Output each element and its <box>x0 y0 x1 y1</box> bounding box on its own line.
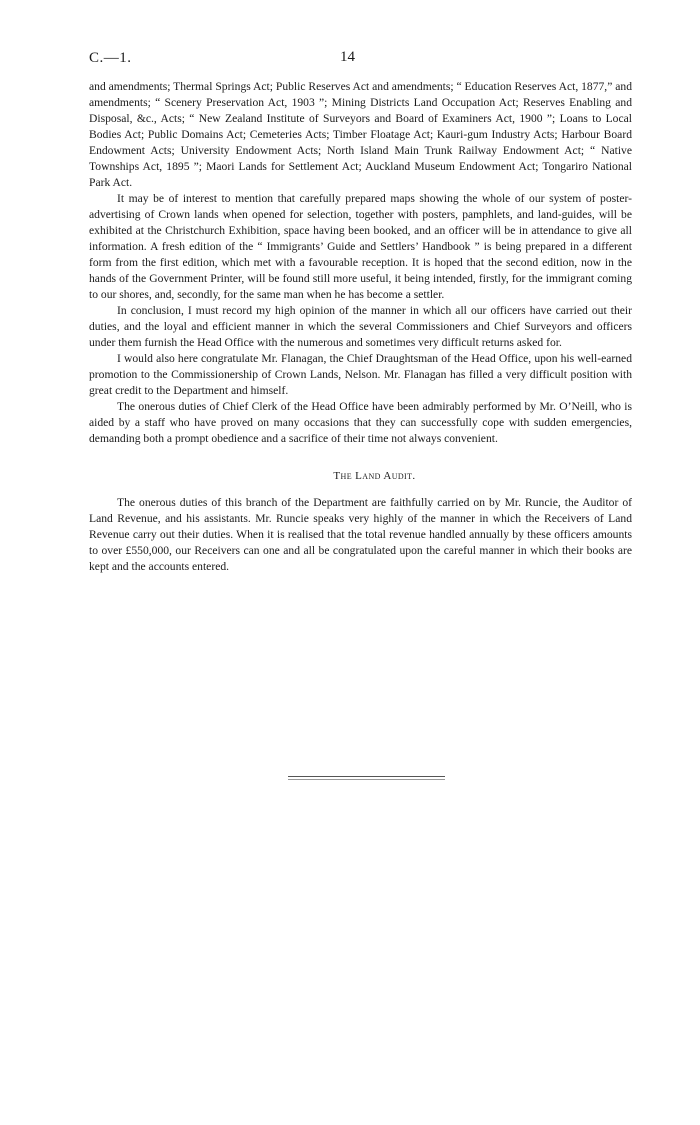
page-header-reference: C.—1. <box>89 50 132 66</box>
body-paragraph: and amendments; Thermal Springs Act; Public Reserves Act and amendments; “ Education Reserves Act, 1877,” and amendments; “ Scenery Preservation Act, 1903 ”; Mining Districts Land Occupation Act; Reserves Enabling and Disposal, &c., Acts; “ New Zealand Institute of Surveyors and Board of Examiners Act, 1900 ”; Loans to Local Bodies Act; Public Domains Act; Cemeteries Acts; Timber Floatage Act; Kauri-gum Industry Acts; Harbour Board Endowment Acts; University Endowment Acts; North Island Main Trunk Railway Endowment Act; “ Native Townships Act, 1895 ”; Maori Lands for Settlement Act; Auckland Museum Endowment Act; Tongariro National Park Act. <box>89 80 632 189</box>
body-paragraph: I would also here congratulate Mr. Flanagan, the Chief Draughtsman of the Head Office, upon his well-earned promotion to the Commissionership of Crown Lands, Nelson. Mr. Flanagan has filled a very difficult position with great credit to the Department and himself. <box>89 352 632 397</box>
closing-rule-secondary <box>288 779 445 780</box>
section-paragraph: The onerous duties of this branch of the Department are faithfully carried on by Mr. Runcie, the Auditor of Land Revenue, and his assistants. Mr. Runcie speaks very highly of the manner in which the Receivers of Land Revenue carry out their duties. When it is realised that the total revenue handled annually by these officers amounts to over £550,000, our Receivers can one and all be congratulated upon the careful manner in which their books are kept and the accounts entered. <box>89 496 632 573</box>
body-paragraph: In conclusion, I must record my high opinion of the manner in which all our officers have carried out their duties, and the loyal and efficient manner in which the several Commissioners and Chief Surveyors and officers under them furnish the Head Office with the numerous and sometimes very difficult returns asked for. <box>89 304 632 349</box>
closing-rule <box>288 776 445 777</box>
section-heading: The Land Audit. <box>333 470 416 482</box>
body-paragraph: The onerous duties of Chief Clerk of the Head Office have been admirably performed by Mr. O’Neill, who is aided by a staff who have proved on many occasions that they can successfully cope with sudden emergencies, demanding both a prompt obedience and a sacrifice of their time not always convenient. <box>89 400 632 445</box>
document-body <box>89 79 632 575</box>
page-number: 14 <box>340 49 355 65</box>
body-paragraph: It may be of interest to mention that carefully prepared maps showing the whole of our system of poster-advertising of Crown lands when opened for selection, together with posters, pamphlets, and land-guides, will be exhibited at the Christchurch Exhibition, space having been booked, and an officer will be in attendance to give all information. A fresh edition of the “ Immigrants’ Guide and Settlers’ Handbook ” is being prepared in a different form from the first edition, which met with a favourable reception. It is hoped that the second edition, now in the hands of the Government Printer, will be found still more useful, it being intended, firstly, for the immigrant coming to our shores, and, secondly, for the same man when he has become a settler. <box>89 192 632 301</box>
